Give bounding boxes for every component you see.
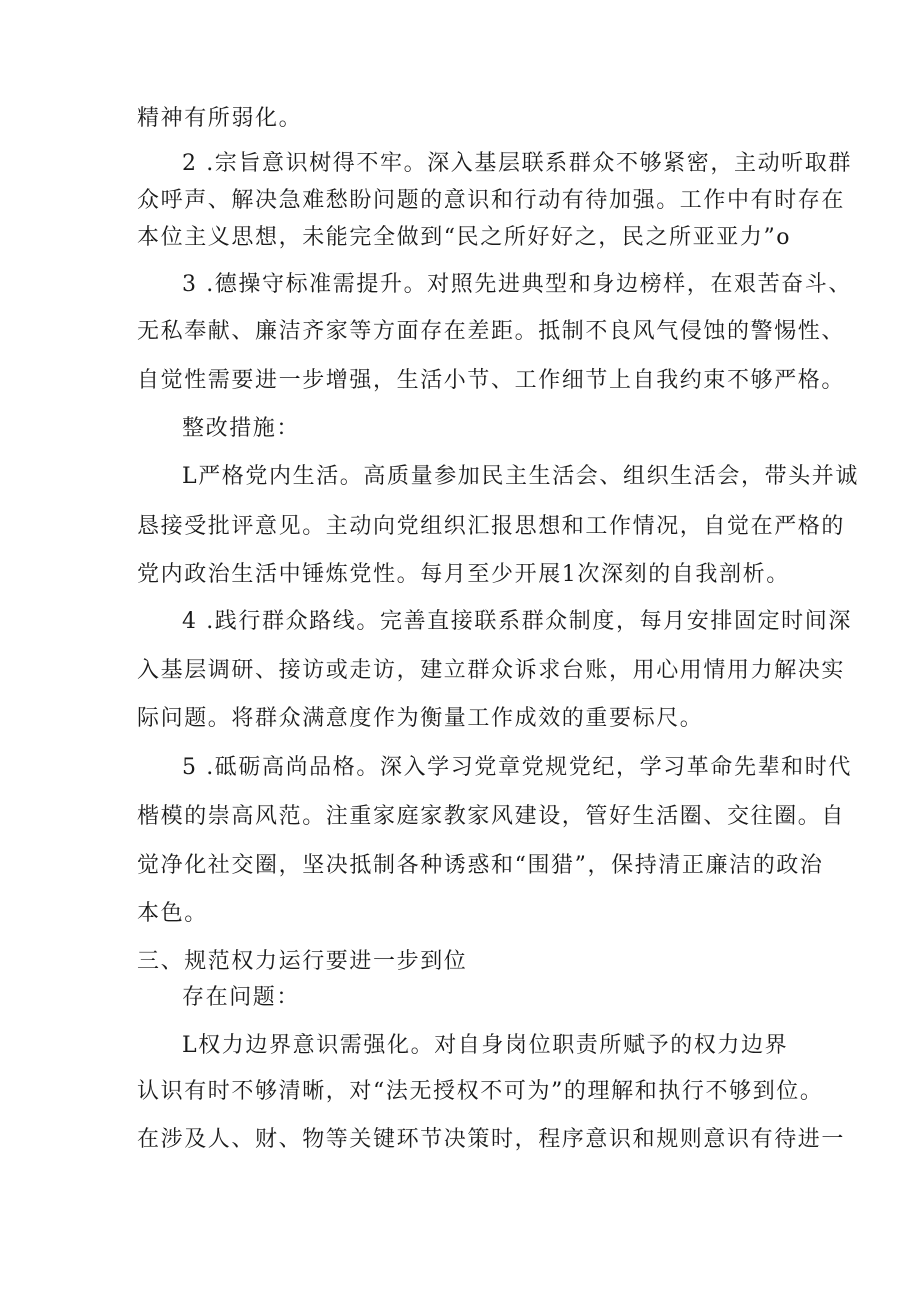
text-line: 无私奉献、廉洁齐家等方面存在差距。抵制不良风气侵蚀的警惕性、: [137, 319, 846, 344]
text-line: L权力边界意识需强化。对自身岗位职责所赋予的权力边界: [182, 1033, 789, 1058]
text-line: 4 .践行群众路线。完善直接联系群众制度，每月安排固定时间深: [182, 609, 852, 634]
text-line: 本色。: [137, 901, 208, 926]
text-line: L严格党内生活。高质量参加民主生活会、组织生活会，带头并诚: [182, 464, 860, 489]
text-line: 2 .宗旨意识树得不牢。深入基层联系群众不够紧密，主动听取群: [182, 151, 852, 176]
text-line: 众呼声、解决急难愁盼问题的意识和行动有待加强。工作中有时存在: [137, 188, 846, 213]
text-line: 本位主义思想，未能完全做到“民之所好好之，民之所亚亚力”o: [137, 225, 792, 250]
text-line: 际问题。将群众满意度作为衡量工作成效的重要标尺。: [137, 706, 704, 731]
text-line: 党内政治生活中锤炼党性。每月至少开展1次深刻的自我剖析。: [137, 562, 790, 587]
text-line: 5 .砥砺高尚品格。深入学习党章党规党纪，学习革命先辈和时代: [182, 755, 852, 780]
text-line: 恳接受批评意见。主动向党组织汇报思想和工作情况，自觉在严格的: [137, 514, 846, 539]
text-line: 觉净化社交圈，坚决抵制各种诱惑和“围猎”，保持清正廉洁的政治: [137, 853, 824, 878]
text-line: 自觉性需要进一步增强，生活小节、工作细节上自我约束不够严格。: [137, 368, 846, 393]
section-subheading: 存在问题：: [182, 985, 301, 1010]
text-line: 楷模的崇高风范。注重家庭家教家风建设，管好生活圈、交往圈。自: [137, 804, 846, 829]
text-line: 3 .德操守标准需提升。对照先进典型和身边榜样，在艰苦奋斗、: [182, 272, 852, 297]
text-line: 精神有所弱化。: [137, 106, 303, 131]
text-line: 认识有时不够清晰，对“法无授权不可为”的理解和执行不够到位。: [137, 1079, 824, 1104]
text-line: 在涉及人、财、物等关键环节决策时，程序意识和规则意识有待进一: [137, 1127, 846, 1152]
section-subheading: 整改措施：: [182, 416, 301, 441]
section-heading: 三、规范权力运行要进一步到位: [137, 949, 468, 974]
text-line: 入基层调研、接访或走访，建立群众诉求台账，用心用情用力解决实: [137, 658, 846, 683]
